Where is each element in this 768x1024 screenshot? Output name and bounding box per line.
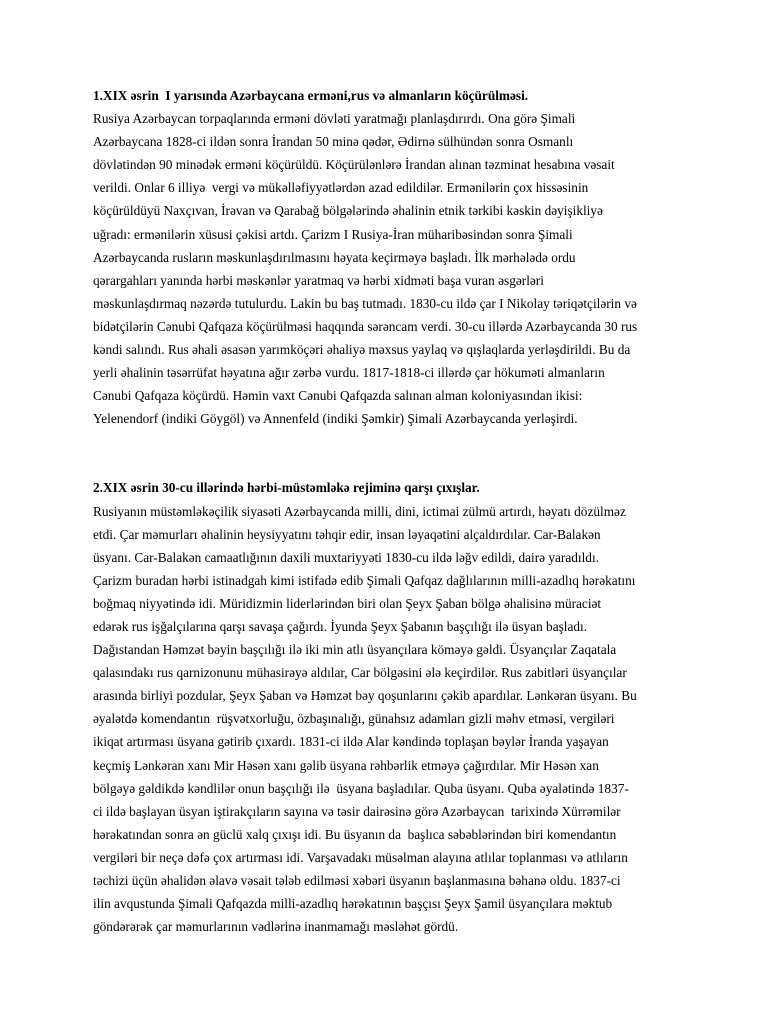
section-heading: 1.XIX əsrin I yarısında Azərbaycana erməni,rus və almanların köçürülməsi. <box>93 88 529 103</box>
section-1 <box>93 84 683 430</box>
paragraph-line: ci ildə başlayan üsyan iştirakçıların sayına və təsir dairəsinə görə Azərbaycan tarixində Xürrəmilər <box>93 803 621 819</box>
section-body <box>93 500 683 939</box>
paragraph-line: dövlətindən 90 minədək erməni köçürüldü. Köçürülənlərə İrandan alınan təzminat hesabına vəsait <box>93 157 615 173</box>
paragraph-line: Azərbaycanda rusların məskunlaşdırılmasını həyata keçirməyə başladı. İlk mərhələdə ordu <box>93 249 576 265</box>
paragraph-line: əyalətdə komendantın rüşvətxorluğu, özbaşınalığı, günahsız adamları gizli məhv etməsi, vergiləri <box>93 711 615 727</box>
paragraph-line: ilin avqustunda Şimali Qafqazda milli-azadlıq hərəkatının başçısı Şeyx Şamil üsyançılara məktub <box>93 896 613 912</box>
paragraph-line: köçürüldüyü Naxçıvan, İrəvan və Qarabağ bölgələrində əhalinin etnik tərkibi kəskin dəyişikliyə <box>93 203 603 219</box>
paragraph-line: yerli əhalinin təsərrüfat həyatına ağır zərbə vurdu. 1817-1818-ci illərdə çar hökuməti almanların <box>93 365 605 381</box>
paragraph-line: təchizi üçün əhalidən əlavə vəsait tələb edilməsi xəbəri üsyanın başlanmasına bəhanə oldu. 1837-ci <box>93 873 621 888</box>
paragraph-line: məskunlaşdırmaq nəzərdə tutulurdu. Lakin bu baş tutmadı. 1830-cu ildə çar I Nikolay təriqətçilərin və <box>93 295 637 311</box>
paragraph-line: uğradı: ermənilərin xüsusi çəkisi artdı. Çarizm I Rusiya-İran müharibəsindən sonra Şimali <box>93 226 573 242</box>
paragraph-line: etdi. Çar məmurları əhalinin heysiyyatını təhqir edir, insan ləyaqətini alçaldırdılar. Car-Balakən <box>93 526 601 542</box>
paragraph-line: Azərbaycana 1828-ci ildən sonra İrandan 50 minə qədər, Ədirnə sülhündən sonra Osmanlı <box>93 134 574 150</box>
paragraph-line: Rusiya Azərbaycan torpaqlarında erməni dövləti yaratmağı planlaşdırırdı. Ona görə Şimali <box>93 111 576 127</box>
section-spacer <box>93 430 683 476</box>
paragraph-line: üsyanı. Car-Balakən camaatlığının daxili muxtariyyəti 1830-cu ildə ləğv edildi, dairə yaradıldı. <box>93 549 599 565</box>
paragraph-line: bölgəyə gəldikdə kəndlilər onun başçılığı ilə üsyana başladılar. Quba üsyanı. Quba əyalətində 1837- <box>93 780 629 796</box>
paragraph-line: bidətçilərin Cənubi Qafqaza köçürülməsi haqqında sərəncam verdi. 30-cu illərdə Azərbaycanda 30 rus <box>93 318 638 334</box>
paragraph-line: Çarizm buradan hərbi istinadgah kimi istifadə edib Şimali Qafqaz dağlılarının milli-azadlıq hərəkatını <box>93 572 636 588</box>
paragraph-line: Rusiyanın müstəmləkəçilik siyasəti Azərbaycanda milli, dini, ictimai zülmü artırdı, həyatı dözülməz <box>93 503 626 519</box>
paragraph-line: keçmiş Lənkəran xanı Mir Həsən xanı gəlib üsyana rəhbərlik etməyə çağırdılar. Mir Həsən xan <box>93 757 599 773</box>
section-heading: 2.XIX əsrin 30-cu illərində hərbi-müstəmləkə rejiminə qarşı çıxışlar. <box>93 480 480 496</box>
section-2 <box>93 476 683 938</box>
paragraph-line: ikiqat artırması üsyana gətirib çıxardı. 1831-ci ildə Alar kəndində toplaşan bəylər İranda yaşayan <box>93 734 609 750</box>
paragraph-line: göndərərək çar məmurlarının vədlərinə inanmamağı məsləhət gördü. <box>93 919 459 935</box>
paragraph-line: vergiləri bir neçə dəfə çox artırması idi. Varşavadakı müsəlman alayına atlılar toplanması və atlıların <box>93 849 628 865</box>
section-body <box>93 107 683 430</box>
paragraph-line: boğmaq niyyətində idi. Müridizmin liderlərindən biri olan Şeyx Şaban bölgə əhalisinə müraciət <box>93 595 602 611</box>
paragraph-line: Yelenendorf (indiki Göygöl) və Annenfeld (indiki Şəmkir) Şimali Azərbaycanda yerləşirdi. <box>93 411 578 427</box>
paragraph-line: edərək rus işğalçılarına qarşı savaşa çağırdı. İyunda Şeyx Şabanın başçılığı ilə üsyan başladı. <box>93 618 588 634</box>
paragraph-line: arasında birliyi pozdular, Şeyx Şaban və Həmzət bəy qoşunlarını çəkib apardılar. Lənkəran üsyanı. Bu <box>93 688 637 704</box>
paragraph-line: Cənubi Qafqaza köçürdü. Həmin vaxt Cənubi Qafqazda salınan alman koloniyasından ikisi: <box>93 388 583 404</box>
paragraph-line: qalasındakı rus qarnizonunu mühasirəyə aldılar, Car bölgəsini ələ keçirdilər. Rus zabitləri üsyançılar <box>93 665 627 681</box>
paragraph-line: hərəkatından sonra ən güclü xalq çıxışı idi. Bu üsyanın da başlıca səbəblərindən biri komendantın <box>93 826 617 842</box>
paragraph-line: verildi. Onlar 6 illiyə vergi və mükəlləfiyyətlərdən azad edildilər. Ermənilərin çox hissəsinin <box>93 180 589 196</box>
paragraph-line: qərargahları yanında hərbi məskənlər yaratmaq və hərbi xidməti başa vuran əsgərləri <box>93 272 544 288</box>
paragraph-line: Dağıstandan Həmzət bəyin başçılığı ilə iki min atlı üsyançılara köməyə gəldi. Üsyançılar Zaqatala <box>93 642 617 658</box>
document-page <box>93 84 683 938</box>
paragraph-line: kəndi salındı. Rus əhali əsasən yarımköçəri əhaliyə məxsus yaylaq və qışlaqlarda yerləşdirildi. Bu da <box>93 342 631 358</box>
